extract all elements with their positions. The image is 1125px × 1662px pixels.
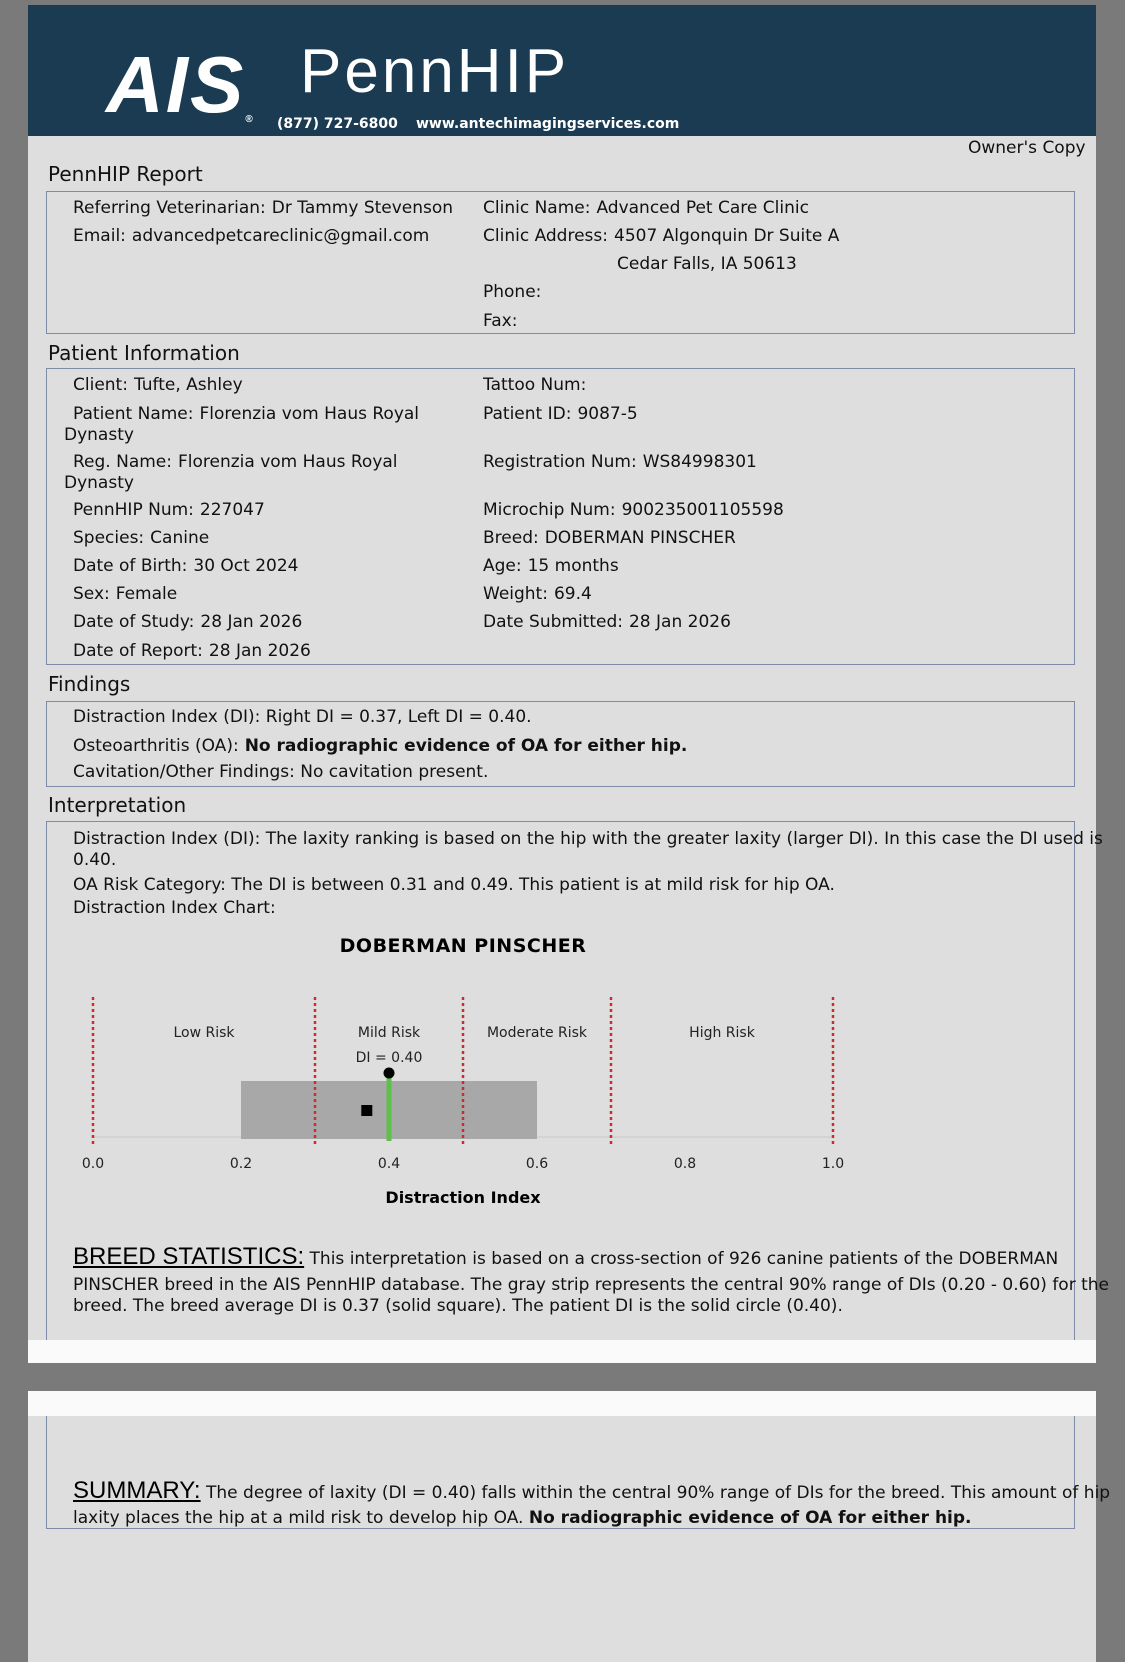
x-tick-label-5: 1.0 xyxy=(821,1156,845,1172)
email-link[interactable]: advancedpetcareclinic@gmail.com xyxy=(131,226,430,246)
clinic-address-row: Clinic Address: 4507 Algonquin Dr Suite A xyxy=(483,226,840,246)
header-phone[interactable]: (877) 727-6800 xyxy=(277,116,398,132)
reg-name-cont: Dynasty xyxy=(64,473,134,493)
findings-title: Findings xyxy=(48,672,131,696)
breed-average-marker xyxy=(361,1105,372,1116)
patient-name-cont: Dynasty xyxy=(64,425,134,445)
zone-label-0: Low Risk xyxy=(173,1025,235,1041)
microchip-row: Microchip Num: 900235001105598 xyxy=(483,500,784,520)
interp-di-line1: Distraction Index (DI): The laxity ranking is based on the hip with the greater laxity (larger DI). In this case the DI used is xyxy=(73,829,1103,849)
breed-stats-line2: PINSCHER breed in the AIS PennHIP database. The gray strip represents the central 90% range of DIs (0.20 - 0.60) for the xyxy=(73,1275,1109,1295)
tattoo-row: Tattoo Num: xyxy=(483,375,587,395)
x-tick-label-2: 0.4 xyxy=(377,1156,401,1172)
age-row: Age: 15 months xyxy=(483,556,619,576)
interpretation-title: Interpretation xyxy=(48,793,187,817)
phone-row: Phone: xyxy=(483,282,542,302)
findings-oa: Osteoarthritis (OA): No radiographic evidence of OA for either hip. xyxy=(73,736,688,756)
findings-di: Distraction Index (DI): Right DI = 0.37, Left DI = 0.40. xyxy=(73,707,532,727)
patient-di-label: DI = 0.40 xyxy=(355,1050,423,1066)
pennhip-num-row: PennHIP Num: 227047 xyxy=(73,500,265,520)
pennhip-logo: PennHIP xyxy=(300,37,570,106)
breed-stats-heading: BREED STATISTICS: xyxy=(73,1243,305,1270)
report-date-row: Date of Report: 28 Jan 2026 xyxy=(73,641,311,661)
distraction-index-chart xyxy=(60,925,880,1215)
breed-stats-line3: breed. The breed average DI is 0.37 (solid square). The patient DI is the solid circle (0.40). xyxy=(73,1296,843,1316)
reg-name-row: Reg. Name: Florenzia vom Haus Royal xyxy=(73,452,398,472)
summary-line1: SUMMARY: The degree of laxity (DI = 0.40) falls within the central 90% range of DIs for the breed. This amount of hip xyxy=(73,1477,1111,1504)
x-tick-label-0: 0.0 xyxy=(81,1156,105,1172)
x-tick-label-4: 0.8 xyxy=(673,1156,697,1172)
patient-info-title: Patient Information xyxy=(48,341,240,365)
x-tick-label-1: 0.2 xyxy=(229,1156,253,1172)
patient-name-row: Patient Name: Florenzia vom Haus Royal xyxy=(73,404,420,424)
study-date-row: Date of Study: 28 Jan 2026 xyxy=(73,612,303,632)
interp-chart-label: Distraction Index Chart: xyxy=(73,898,276,918)
summary-line2: laxity places the hip at a mild risk to develop hip OA. No radiographic evidence of OA for either hip. xyxy=(73,1508,972,1528)
header-banner xyxy=(28,5,1096,136)
x-axis-label: Distraction Index xyxy=(385,1188,541,1207)
findings-cavitation: Cavitation/Other Findings: No cavitation present. xyxy=(73,762,489,782)
zone-label-3: High Risk xyxy=(689,1025,755,1041)
client-row: Client: Tufte, Ashley xyxy=(73,375,243,395)
reg-num-row: Registration Num: WS84998301 xyxy=(483,452,757,472)
patient-di-marker xyxy=(384,1068,395,1079)
weight-row: Weight: 69.4 xyxy=(483,584,592,604)
species-row: Species: Canine xyxy=(73,528,210,548)
chart-title: DOBERMAN PINSCHER xyxy=(339,935,587,957)
header-website-link[interactable]: www.antechimagingservices.com xyxy=(416,116,680,132)
vet-row: Referring Veterinarian: Dr Tammy Stevenson xyxy=(73,198,454,218)
summary-heading: SUMMARY: xyxy=(73,1477,201,1504)
owners-copy-label: Owner's Copy xyxy=(968,138,1086,158)
clinic-address-line2: Cedar Falls, IA 50613 xyxy=(617,254,797,274)
sex-row: Sex: Female xyxy=(73,584,178,604)
page-break-band-bottom xyxy=(28,1391,1096,1416)
email-row: Email: advancedpetcareclinic@gmail.com xyxy=(73,226,430,246)
clinic-name-row: Clinic Name: Advanced Pet Care Clinic xyxy=(483,198,809,218)
zone-label-1: Mild Risk xyxy=(357,1025,421,1041)
x-tick-label-3: 0.6 xyxy=(525,1156,549,1172)
fax-row: Fax: xyxy=(483,311,518,331)
interp-di-line2: 0.40. xyxy=(73,850,117,870)
zone-label-2: Moderate Risk xyxy=(486,1025,588,1041)
report-title: PennHIP Report xyxy=(48,162,203,186)
ais-logo: AIS® xyxy=(106,40,255,129)
page-break-band-top xyxy=(28,1340,1096,1363)
interp-oa-risk: OA Risk Category: The DI is between 0.31 and 0.49. This patient is at mild risk for hip OA. xyxy=(73,875,835,895)
breed-stats-line1: BREED STATISTICS: This interpretation is based on a cross-section of 926 canine patients of the DOBERMAN xyxy=(73,1243,1059,1270)
dob-row: Date of Birth: 30 Oct 2024 xyxy=(73,556,299,576)
breed-row: Breed: DOBERMAN PINSCHER xyxy=(483,528,736,548)
patient-id-row: Patient ID: 9087-5 xyxy=(483,404,638,424)
submitted-date-row: Date Submitted: 28 Jan 2026 xyxy=(483,612,731,632)
